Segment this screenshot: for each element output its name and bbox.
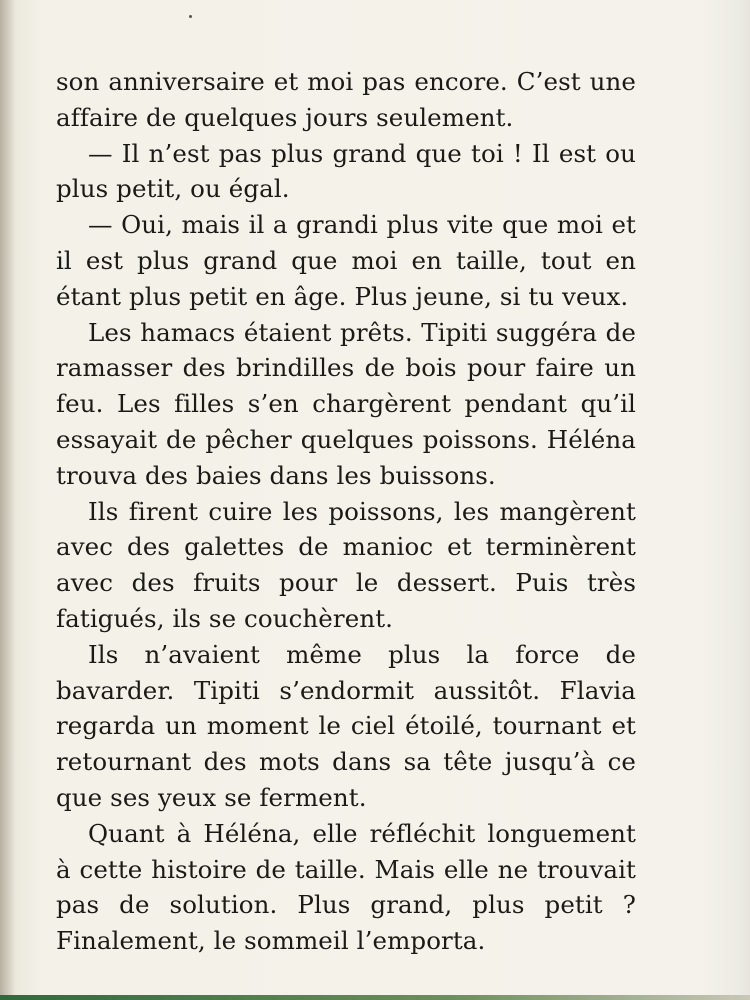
paragraph-3: — Oui, mais il a grandi plus vite que moi et il est plus grand que moi en taille, tout en étant plus petit en âge. Plus jeune, si tu veux. <box>56 210 636 311</box>
paragraph-2: — Il n’est pas plus grand que toi ! Il est ou plus petit, ou égal. <box>56 138 636 204</box>
paragraph-7: Quant à Héléna, elle réfléchit longuement à cette histoire de taille. Mais elle ne trouvait pas de solution. Plus grand, plus petit ? Finalement, le sommeil l’emporta. <box>56 818 636 956</box>
paragraph-1: son anniversaire et moi pas encore. C’est une affaire de quelques jours seulement. <box>56 67 636 132</box>
page-bottom-edge <box>0 995 750 1000</box>
paragraph-6: Ils n’avaient même plus la force de bavarder. Tipiti s’endormit aussitôt. Flavia regarda un moment le ciel étoilé, tournant et retournant des mots dans sa tête jusqu’à ce que ses yeux se ferment. <box>56 639 636 812</box>
page-gutter-shadow <box>0 0 16 1000</box>
paragraph-4: Les hamacs étaient prêts. Tipiti suggéra de ramasser des brindilles de bois pour faire un feu. Les filles s’en chargèrent pendant qu’il essayait de pêcher quelques poissons. Héléna trouva des baies dans les buissons. <box>56 317 636 490</box>
print-speck <box>189 15 192 18</box>
paragraph-5: Ils firent cuire les poissons, les mangèrent avec des galettes de manioc et terminèrent avec des fruits pour le dessert. Puis très fatigués, ils se couchèrent. <box>56 496 636 633</box>
body-text <box>56 64 636 959</box>
